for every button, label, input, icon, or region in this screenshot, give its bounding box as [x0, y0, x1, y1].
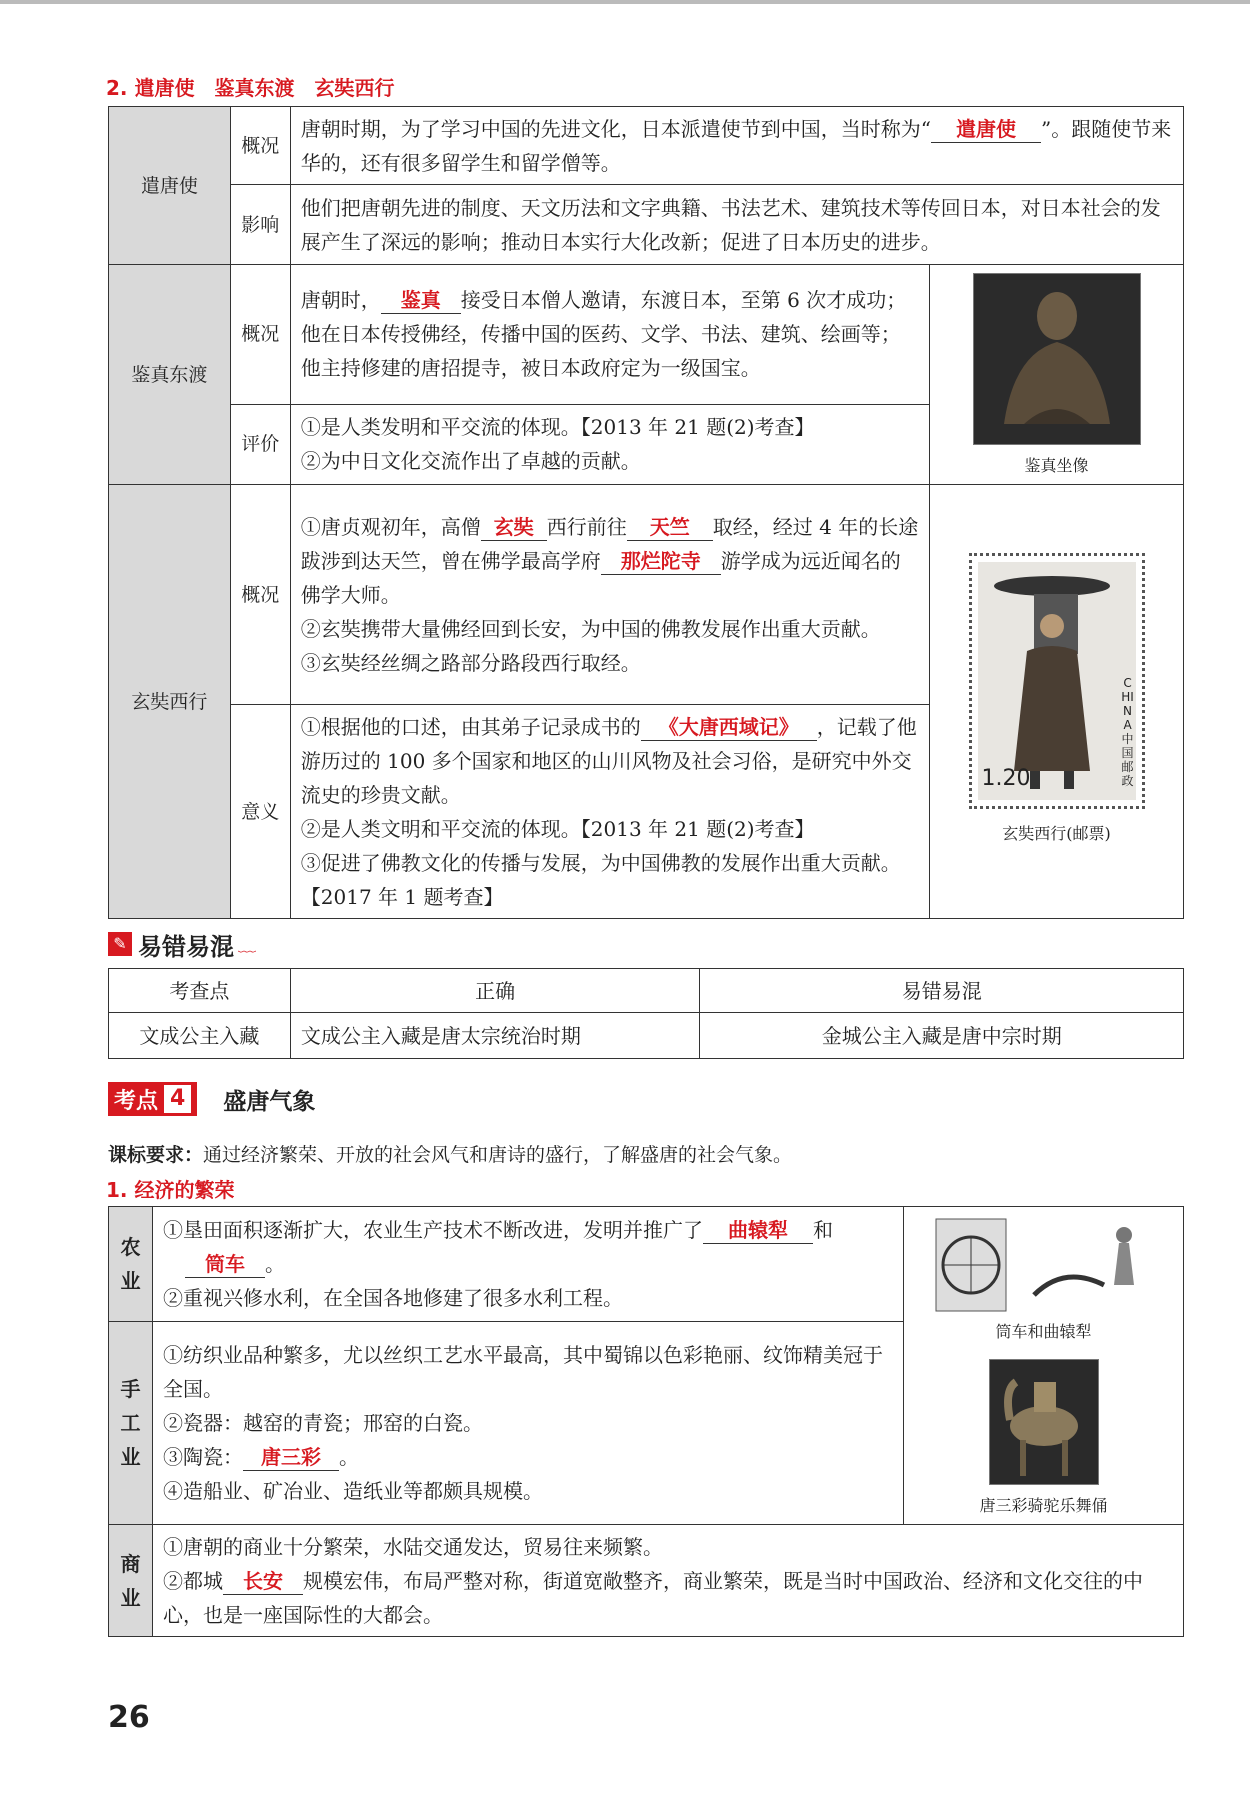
stamp-country: CHINA 中国邮政 [1121, 675, 1134, 788]
xz-label: 玄奘西行 [109, 485, 231, 919]
craft-label: 手工业 [109, 1322, 153, 1525]
waterwheel-plough-image [934, 1215, 1154, 1315]
qts-overview: 唐朝时期，为了学习中国的先进文化，日本派遣使节到中国，当时称为“ 遣唐使 ”。跟随使节来华的，还有很多留学生和留学僧等。 [290, 107, 1183, 185]
mistakes-heading [108, 928, 256, 960]
mistakes-header: 易错易混 [700, 969, 1184, 1013]
mistakes-cell: 文成公主入藏 [109, 1013, 291, 1059]
answer-blank: 筒车 [185, 1251, 265, 1278]
answer-blank: 天竺 [627, 514, 713, 541]
jianzhen-statue-image [973, 273, 1141, 445]
agri-content: ①垦田面积逐渐扩大，农业生产技术不断改进，发明并推广了 曲辕犁 和 筒车 。 ②重视兴修水利，在全国各地修建了很多水利工程。 [152, 1207, 903, 1322]
qts-impact-label: 影响 [230, 185, 290, 265]
jz-eval-label: 评价 [230, 404, 290, 484]
kaodian-title: 盛唐气象 [223, 1087, 316, 1115]
xz-meaning: ①根据他的口述，由其弟子记录成书的 《大唐西域记》 ，记载了他游历过的 100 多个国家和地区的山川风物及社会习俗，是研究中外交流史的珍贵文献。 ②是人类文明和平交流的体现。【2013 年 21 题(2)考查】 ③促进了佛教文化的传播与发展，为中国佛教的发展作出重大贡献。【2017 年 1 题考查】 [290, 705, 929, 919]
jz-overview: 唐朝时， 鉴真 接受日本僧人邀请，东渡日本，至第 6 次才成功；他在日本传授佛经，传播中国的医药、文学、书法、建筑、绘画等；他主持修建的唐招提寺，被日本政府定为一级国宝。 [290, 265, 929, 405]
qts-label: 遣唐使 [109, 107, 231, 265]
top-rule [0, 0, 1250, 4]
jz-image-cell [930, 265, 1184, 485]
answer-blank: 长安 [223, 1568, 303, 1595]
jz-label: 鉴真东渡 [109, 265, 231, 485]
answer-blank: 唐三彩 [243, 1444, 339, 1471]
jz-overview-label: 概况 [230, 265, 290, 405]
agri-label: 农业 [109, 1207, 153, 1322]
section2-table [108, 106, 1184, 919]
qts-impact: 他们把唐朝先进的制度、天文历法和文字典籍、书法艺术、建筑技术等传回日本，对日本社会的发展产生了深远的影响；推动日本实行大化改新；促进了日本历史的进步。 [290, 185, 1183, 265]
commerce-label: 商业 [109, 1525, 153, 1637]
answer-blank: 曲辕犁 [703, 1217, 813, 1244]
xz-meaning-label: 意义 [230, 705, 290, 919]
curriculum-requirement: 课标要求：通过经济繁荣、开放的社会风气和唐诗的盛行，了解盛唐的社会气象。 [108, 1144, 793, 1166]
kaodian-number: 4 [164, 1085, 191, 1113]
xuanzang-stamp-image [969, 553, 1145, 809]
mistakes-title: 易错易混 [138, 932, 234, 961]
mistakes-header: 正确 [290, 969, 700, 1013]
answer-blank: 那烂陀寺 [601, 548, 721, 575]
mistakes-header: 考查点 [109, 969, 291, 1013]
economy-table [108, 1206, 1184, 1637]
page-number: 26 [108, 1700, 150, 1735]
jz-image-caption: 鉴真坐像 [1024, 456, 1089, 475]
stamp-value: 1.20 [981, 765, 1031, 791]
kaodian-heading [108, 1082, 315, 1116]
mistakes-cell: 金城公主入藏是唐中宗时期 [700, 1013, 1184, 1059]
qts-overview-label: 概况 [230, 107, 290, 185]
answer-blank: 玄奘 [481, 514, 547, 541]
agri-image-caption: 筒车和曲辕犁 [995, 1322, 1092, 1341]
pencil-icon: ✎ [108, 932, 132, 956]
answer-blank: 遣唐使 [931, 116, 1041, 143]
craft-content: ①纺织业品种繁多，尤以丝织工艺水平最高，其中蜀锦以色彩艳丽、纹饰精美冠于全国。 ②瓷器：越窑的青瓷；邢窑的白瓷。 ③陶瓷： 唐三彩 。 ④造船业、矿冶业、造纸业等都颇具规模。 [152, 1322, 903, 1525]
economy-title: 1. 经济的繁荣 [106, 1178, 235, 1202]
xz-overview: ①唐贞观初年，高僧 玄奘 西行前往 天竺 取经，经过 4 年的长途跋涉到达天竺，曾在佛学最高学府 那烂陀寺 游学成为远近闻名的佛学大师。 ②玄奘携带大量佛经回到长安，为中国的佛教发展作出重大贡献。 ③玄奘经丝绸之路部分路段西行取经。 [290, 485, 929, 705]
xz-overview-label: 概况 [230, 485, 290, 705]
craft-image-caption: 唐三彩骑驼乐舞俑 [979, 1496, 1108, 1515]
economy-image-cell [904, 1207, 1184, 1525]
wave-decoration: ﹏ [238, 935, 256, 956]
kaodian-badge: 考点 4 [108, 1082, 197, 1116]
section-title: 2. 遣唐使 鉴真东渡 玄奘西行 [106, 76, 395, 100]
mistakes-table [108, 968, 1184, 1059]
jz-eval: ①是人类发明和平交流的体现。【2013 年 21 题(2)考查】 ②为中日文化交流作出了卓越的贡献。 [290, 404, 929, 484]
tang-sancai-camel-image [989, 1359, 1099, 1485]
mistakes-cell: 文成公主入藏是唐太宗统治时期 [290, 1013, 700, 1059]
commerce-content: ①唐朝的商业十分繁荣，水陆交通发达，贸易往来频繁。 ②都城 长安 规模宏伟，布局严整对称，街道宽敞整齐，商业繁荣，既是当时中国政治、经济和文化交往的中心，也是一座国际性的大都会。 [152, 1525, 1183, 1637]
answer-blank: 鉴真 [381, 287, 461, 314]
xz-image-caption: 玄奘西行(邮票) [1002, 823, 1111, 843]
xz-image-cell [930, 485, 1184, 919]
answer-blank: 《大唐西域记》 [641, 714, 817, 741]
